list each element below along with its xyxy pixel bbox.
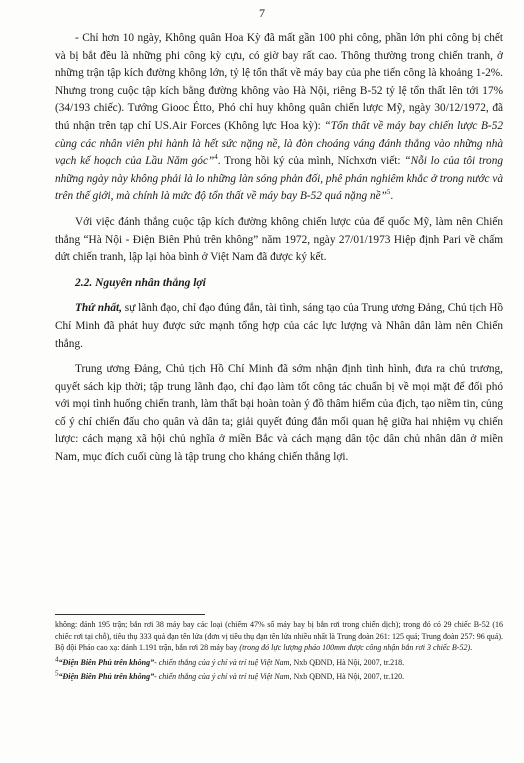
footnote-publisher: , Nxb QĐND, Hà Nội, 2007, tr.218.	[289, 657, 405, 667]
paragraph-first-reason	[55, 300, 503, 353]
footnote-source: “Điện Biên Phủ trên không”	[58, 672, 155, 681]
footnote-note: (trong đó lực lượng pháo 100mm được công nhận bắn rơi 3 chiếc B-52)	[239, 643, 471, 652]
footnote-continuation	[55, 619, 503, 654]
paragraph-text: . Trong hồi ký của mình, Níchxơn viết:	[217, 155, 405, 168]
quote-nixon: “Nỗi lo của tôi trong những ngày này không phải là lo những làn sóng phản đối, phê phán nghiêm khắc ở trong nước và trên thế giới, mà chính là mức độ tổn thất về máy bay B-52 quá nặng nề”	[55, 155, 503, 203]
footnote-divider	[55, 614, 205, 615]
footnote-5	[55, 671, 503, 683]
footnote-publisher: , Nxb QĐND, Hà Nội, 2007, tr.120.	[289, 672, 405, 681]
footnote-text: không: đánh 195 trận; bắn rơi 38 máy bay các loại (chiếm 47% số máy bay bị bắn rơi trong chiến dịch); trong đó có 29 chiếc B-52 (16 chiếc rơi tại chỗ), tiêu thụ 333 quả đạn tên lửa (đơn vị tiêu thụ đạn tên lửa nhiều nhất là Trung đoàn 261: 125 quả; Trung đoàn 257: 96 quả). Bộ đội Pháo cao xạ: đánh 1.191 trận, bắn rơi 28 máy bay	[55, 620, 503, 652]
page-number: 7	[259, 6, 265, 20]
footnote-title: - chiến thắng của ý chí và trí tuệ Việt Nam	[154, 657, 290, 667]
paragraph-text: .	[390, 190, 394, 203]
section-heading: 2.2. Nguyên nhân thắng lợi	[75, 276, 206, 289]
lead-phrase: Thứ nhất,	[75, 302, 122, 315]
quote-ettoe: “Tổn thất về máy bay chiến lược B-52 cùng các nhân viên phi hành là hết sức nặng nề, là đòn choáng váng đánh thẳng vào những nhà vạch kế hoạch của Lầu Năm góc”	[55, 119, 503, 168]
footnote-ref-4[interactable]: 4	[214, 153, 218, 162]
paragraph-text: sự lãnh đạo, chỉ đạo đúng đắn, tài tình, sáng tạo của Trung ương Đảng, Chủ tịch Hồ Chí Minh đã phát huy được sức mạnh tổng hợp của các lực lượng và Nhân dân làm nên Chiến thắng.	[55, 302, 503, 350]
footnote-4	[55, 654, 503, 669]
footnote-ref-5[interactable]: 5	[386, 188, 391, 197]
paragraph-leadership: Trung ương Đảng, Chủ tịch Hồ Chí Minh đã sớm nhận định tình hình, đưa ra chủ trương, quyết sách kịp thời; tập trung lãnh đạo, chỉ đạo làm tốt công tác chuẩn bị về mọi mặt để đối phó với mọi tình huống chiến tranh, làm thất bại hoàn toàn ý đồ thâm hiểm của địch, tạo niềm tin, củng cố ý chí chiến đấu cho quân và dân ta; giải quyết đúng đắn mối quan hệ giữa hai nhiệm vụ chiến lược: cách mạng xã hội chủ nghĩa ở miền Bắc và cách mạng dân tộc dân chủ nhân dân ở miền Nam, mục đích cuối cùng là tập trung cho kháng chiến thắng lợi.	[55, 363, 503, 464]
paragraph-aircraft-losses	[55, 30, 503, 206]
footnotes	[55, 614, 503, 686]
footnote-mark: 4	[55, 654, 59, 663]
footnote-source: “Điện Biên Phủ trên không”	[58, 657, 155, 667]
paragraph-text: - Chỉ hơn 10 ngày, Không quân Hoa Kỳ đã mất gần 100 phi công, phần lớn phi công bị chết và bị bắt đều là những phi công kỳ cựu, có giờ bay rất cao. Thông thường trong chiến tranh, ở những trận tập kích đường không lớn, tỷ lệ tổn thất về máy bay của phe tiến công là khoảng 1-2%. Nhưng trong cuộc tập kích bằng đường không vào Hà Nội, riêng B-52 tỷ lệ tổn thất lên tới 17% (34/193 chiếc). Tướng Giooc Étto, Phó chỉ huy không quân chiến lược Mỹ, ngày 30/12/1972, đã thú nhận trên tạp chí US.Air Forces (Không lực Hoa kỳ):	[55, 32, 503, 132]
footnote-title: - chiến thắng của ý chí và trí tuệ Việt Nam	[154, 672, 290, 681]
paragraph-paris-agreement: Với việc đánh thắng cuộc tập kích đường không chiến lược của đế quốc Mỹ, làm nên Chiến thắng “Hà Nội - Điện Biên Phủ trên không” năm 1972, ngày 27/01/1973 Hiệp định Pari về chấm dứt chiến tranh, lập lại hòa bình ở Việt Nam đã được ký kết.	[55, 215, 503, 264]
footnote-text: .	[470, 643, 473, 652]
footnote-mark: 5	[55, 669, 59, 678]
document-body	[55, 30, 503, 475]
